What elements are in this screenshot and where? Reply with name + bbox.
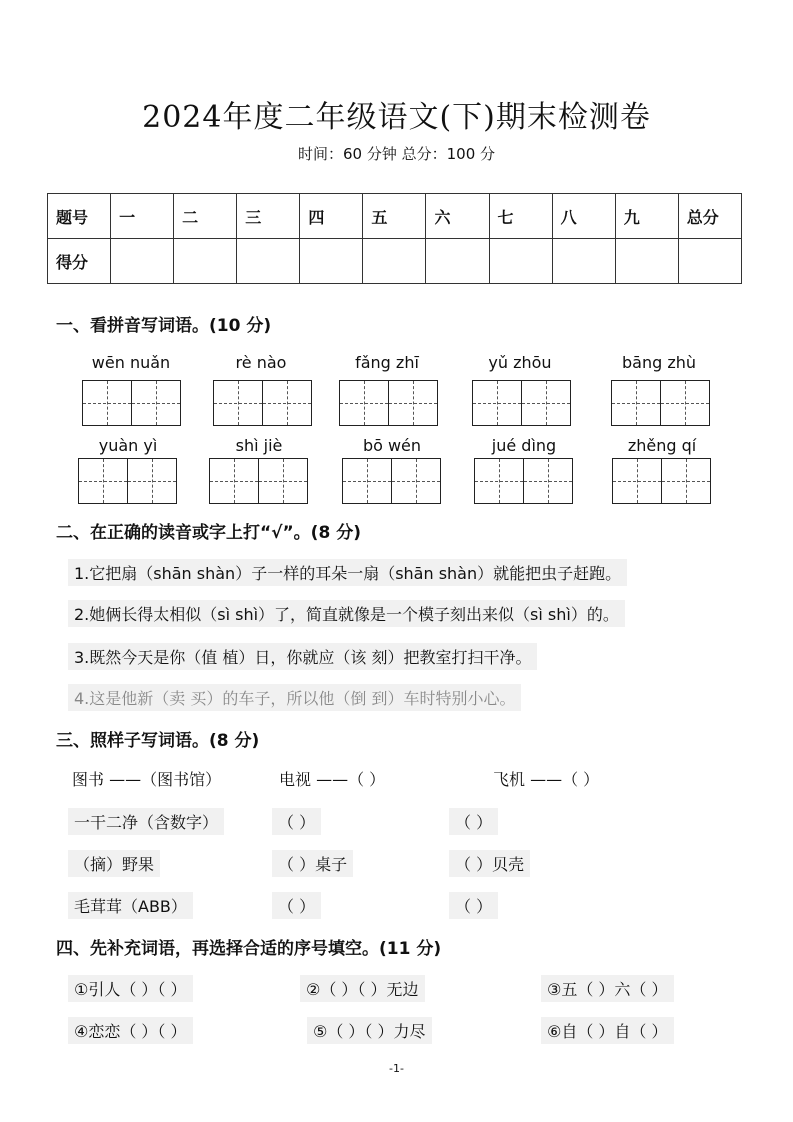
writing-grid[interactable]	[78, 458, 177, 504]
score-input-cell[interactable]	[615, 239, 678, 284]
example-text: （摘）野果	[68, 850, 160, 877]
idiom-blank[interactable]: ③五（ ）六（ ）	[541, 975, 674, 1002]
writing-grid[interactable]	[472, 380, 571, 426]
answer-blank[interactable]: 飞机 ——（ ）	[493, 770, 600, 789]
writing-grid[interactable]	[213, 380, 312, 426]
score-input-cell[interactable]	[678, 239, 741, 284]
section3-heading: 三、照样子写词语。(8 分)	[56, 731, 260, 751]
answer-blank[interactable]: （ ）	[449, 892, 498, 919]
score-input-cell[interactable]	[426, 239, 489, 284]
idiom-blank[interactable]: ④恋恋（ ）（ ）	[68, 1017, 193, 1044]
pinyin-label: bāng zhù	[621, 353, 697, 372]
pinyin-label: fǎng zhī	[355, 353, 419, 372]
writing-grid[interactable]	[611, 380, 710, 426]
writing-grid[interactable]	[474, 458, 573, 504]
table-cell: 一	[111, 194, 174, 239]
page-title: 2024年度二年级语文(下)期末检测卷	[142, 100, 651, 135]
table-cell: 三	[237, 194, 300, 239]
score-input-cell[interactable]	[111, 239, 174, 284]
table-row	[48, 194, 742, 239]
pinyin-label: yuàn yì	[98, 436, 158, 455]
table-cell: 七	[489, 194, 552, 239]
answer-blank[interactable]: （ ）贝壳	[449, 850, 530, 877]
pinyin-label: jué dìng	[491, 436, 557, 455]
score-input-cell[interactable]	[489, 239, 552, 284]
answer-blank[interactable]: 电视 ——（ ）	[279, 770, 386, 789]
score-input-cell[interactable]	[174, 239, 237, 284]
score-table	[47, 193, 742, 284]
section2-heading: 二、在正确的读音或字上打“√”。(8 分)	[56, 523, 361, 543]
score-input-cell[interactable]	[363, 239, 426, 284]
table-cell: 五	[363, 194, 426, 239]
idiom-blank[interactable]: ⑥自（ ）自（ ）	[541, 1017, 674, 1044]
pinyin-label: rè nào	[235, 353, 287, 372]
pinyin-label: zhěng qí	[627, 436, 697, 455]
table-cell: 题号	[48, 194, 111, 239]
pinyin-label: wēn nuǎn	[91, 353, 171, 372]
pinyin-label: bō wén	[362, 436, 422, 455]
pinyin-label: yǔ zhōu	[488, 353, 552, 372]
table-cell: 六	[426, 194, 489, 239]
page-number: -1-	[389, 1062, 404, 1075]
table-cell: 九	[615, 194, 678, 239]
score-input-cell[interactable]	[300, 239, 363, 284]
example-text: 图书 ——（图书馆）	[72, 770, 222, 789]
table-cell: 总分	[678, 194, 741, 239]
table-cell: 八	[552, 194, 615, 239]
idiom-blank[interactable]: ⑤（ ）（ ）力尽	[307, 1017, 432, 1044]
exam-info: 时间：60 分钟 总分：100 分	[297, 145, 496, 163]
question-item[interactable]: 2.她俩长得太相似（sì shì）了，简直就像是一个模子刻出来似（sì shì）的。	[68, 600, 625, 627]
section4-heading: 四、先补充词语，再选择合适的序号填空。(11 分)	[56, 939, 442, 959]
section1-heading: 一、看拼音写词语。(10 分)	[56, 316, 272, 336]
score-input-cell[interactable]	[237, 239, 300, 284]
answer-blank[interactable]: （ ）	[272, 892, 321, 919]
writing-grid[interactable]	[82, 380, 181, 426]
writing-grid[interactable]	[339, 380, 438, 426]
table-cell: 二	[174, 194, 237, 239]
table-cell: 得分	[48, 239, 111, 284]
pinyin-label: shì jiè	[235, 436, 283, 455]
writing-grid[interactable]	[209, 458, 308, 504]
answer-blank[interactable]: （ ）桌子	[272, 850, 353, 877]
answer-blank[interactable]: （ ）	[272, 808, 321, 835]
example-text: 毛茸茸（ABB）	[68, 892, 193, 919]
table-cell: 四	[300, 194, 363, 239]
idiom-blank[interactable]: ②（ ）（ ）无边	[300, 975, 425, 1002]
idiom-blank[interactable]: ①引人（ ）（ ）	[68, 975, 193, 1002]
writing-grid[interactable]	[612, 458, 711, 504]
question-item[interactable]: 4.这是他新（卖 买）的车子，所以他（倒 到）车时特别小心。	[68, 684, 521, 711]
example-text: 一干二净（含数字）	[68, 808, 224, 835]
writing-grid[interactable]	[342, 458, 441, 504]
score-input-cell[interactable]	[552, 239, 615, 284]
question-item[interactable]: 1.它把扇（shān shàn）子一样的耳朵一扇（shān shàn）就能把虫子赶跑。	[68, 559, 627, 586]
answer-blank[interactable]: （ ）	[449, 808, 498, 835]
question-item[interactable]: 3.既然今天是你（值 植）日，你就应（该 刻）把教室打扫干净。	[68, 643, 537, 670]
table-row	[48, 239, 742, 284]
